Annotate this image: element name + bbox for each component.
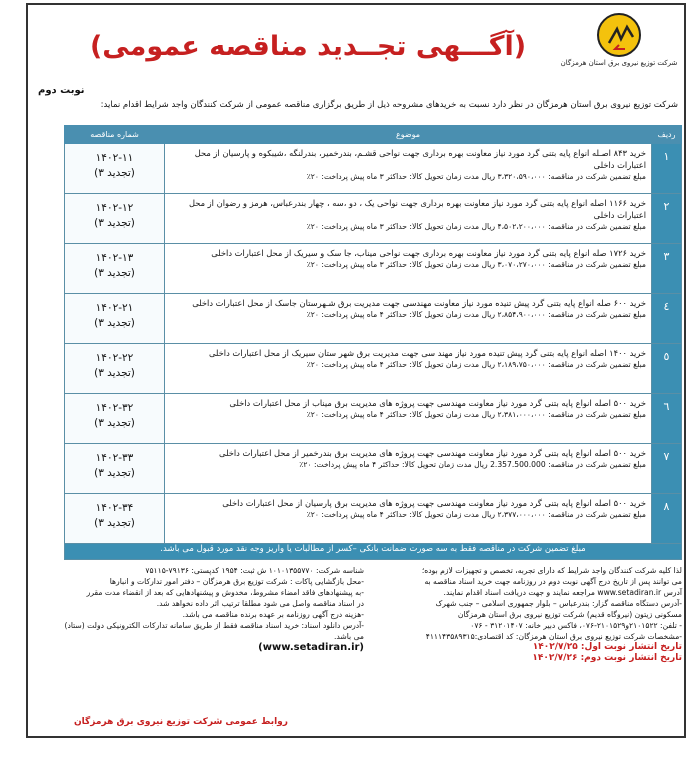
row-guarantee: مبلغ تضمین شرکت در مناقصه: ۲،۳۷۷،۰۰۰،۰۰۰ ریال مدت زمان تحویل کالا: حداکثر ۴ ماه پیش پرداخت: ۲۰٪: [306, 510, 646, 519]
detail-line: -محل بازگشایی پاکات : شرکت توزیع برق هرمزگان – دفتر امور تدارکات و انبارها: [109, 577, 364, 586]
row-guarantee: مبلغ تضمین شرکت در مناقصه: 2.357.500.000 ریال مدت زمان تحویل کالا: حداکثر ۴ ماه پیش پرداخت: ۲۰٪: [299, 460, 646, 469]
row-index: ٥: [652, 344, 682, 394]
detail-line: -آدرس دستگاه مناقصه گزار: بندرعباس – بلوار جمهوری اسلامی – جنب شهرک: [435, 599, 682, 608]
row-index: ٦: [652, 394, 682, 444]
detail-line: -به پیشنهادهای فاقد امضاء مشروط، مخدوش و پیشنهادهایی که بعد از انقضاء مدت مقرر: [86, 588, 364, 597]
tender-code: ۱۴۰۲-۱۱: [95, 152, 134, 164]
table-row: [65, 344, 682, 394]
row-tender-number: [65, 194, 165, 244]
row-description: [165, 244, 652, 294]
row-guarantee: مبلغ تضمین شرکت در مناقصه: ۲،۸۵۴،۹۰۰،۰۰۰ ریال مدت زمان تحویل کالا: حداکثر ۴ ماه پیش پرداخت: ۲۰٪: [306, 310, 646, 319]
row-index: ٣: [652, 244, 682, 294]
public-relations-signature: روابط عمومی شرکت توزیع نیروی برق هرمزگان: [74, 717, 288, 727]
detail-line: شناسه شرکت: ۱۰۱۰۱۳۵۵۷۷۰ ش ثبت: ۱۹۵۴ کدپستی: ۷۹۱۳۶-۷۵۱۱۵: [145, 566, 364, 575]
row-index: ٧: [652, 444, 682, 494]
detail-line: مسکونی زیتون (نیروگاه قدیم) شرکت توزیع نیروی برق استان هرمزگان: [457, 610, 682, 619]
row-tender-number: [65, 294, 165, 344]
row-index: ٢: [652, 194, 682, 244]
notice-intro: شرکت توزیع نیروی برق استان هرمزگان در نظر دارد نسبت به خریدهای مشروحه ذیل از طریق برگزاری مناقصه عمومی از شرکت کنندگان واجد شرایط اقدام نماید:: [100, 100, 678, 110]
row-guarantee: مبلغ تضمین شرکت در مناقصه: ۳،۰۷۰،۲۷۰،۰۰۰ ریال مدت زمان تحویل کالا: حداکثر ۳ ماه پیش پرداخت: ۲۰٪: [306, 260, 646, 269]
row-tender-number: [65, 244, 165, 294]
table-row: [65, 394, 682, 444]
table-row: [65, 144, 682, 194]
row-description: [165, 294, 652, 344]
row-description: [165, 344, 652, 394]
tender-notice: [26, 3, 686, 738]
tenders-table: [64, 125, 682, 560]
header-index: ردیف: [652, 126, 682, 144]
row-index: ٨: [652, 494, 682, 544]
tender-code: ۱۴۰۲-۲۱: [95, 302, 134, 314]
notice-title: (آگـــهی تجــدید مناقصه عمومی): [89, 31, 527, 62]
notice-details: [64, 565, 682, 727]
electricity-logo-icon: [597, 13, 641, 57]
tender-renewal: (تجدید ۳): [94, 417, 135, 429]
tender-code: ۱۴۰۲-۳۳: [95, 452, 134, 464]
tender-code: ۱۴۰۲-۲۲: [95, 352, 134, 364]
row-guarantee: مبلغ تضمین شرکت در مناقصه: ۴،۵۰۲،۲۰۰،۰۰۰ ریال مدت زمان تحویل کالا: حداکثر ۳ ماه پیش پرداخت: ۲۰٪: [306, 222, 646, 231]
tender-renewal: (تجدید ۳): [94, 467, 135, 479]
table-row: [65, 194, 682, 244]
row-subject: خرید ۵۰۰ اصله انواع پایه بتنی گرد مورد نیاز معاونت مهندسی جهت پروژه های مدیریت برق بندرخمیر از محل اعتبارات داخلی: [219, 448, 646, 458]
row-subject: خرید ۱۱۶۶ اصله انواع پایه بتنی گرد مورد نیاز معاونت بهره برداری جهت نواحی یک ، دو ،سه ، چهار بندرعباس، هرمز و رضوان از محل اعتبارات داخلی: [188, 198, 646, 220]
details-left-column: [64, 565, 364, 653]
row-tender-number: [65, 344, 165, 394]
detail-line: -مشخصات شرکت توزیع نیروی برق استان هرمزگان: کد اقتصادی:۴۱۱۱۴۳۵۸۹۳۱۵: [425, 632, 682, 641]
tender-renewal: (تجدید ۳): [94, 367, 135, 379]
row-tender-number: [65, 394, 165, 444]
row-description: [165, 194, 652, 244]
details-right-column: [370, 565, 682, 664]
row-description: [165, 494, 652, 544]
tender-code: ۱۴۰۲-۱۲: [95, 202, 134, 214]
guarantee-note: مبلغ تضمین شرکت در مناقصه فقط به سه صورت ضمانت بانکی –کسر از مطالبات یا واریز وجه نقد مورد قبول می باشد.: [65, 544, 682, 560]
notice-header: [28, 5, 684, 101]
table-row: [65, 444, 682, 494]
row-description: [165, 394, 652, 444]
publish-date-first: تاریخ انتشار نوبت اول: ۱۴۰۲/۷/۲۵: [532, 642, 682, 652]
tender-renewal: (تجدید ۳): [94, 217, 135, 229]
table-footer-row: [65, 544, 682, 560]
row-description: [165, 444, 652, 494]
row-index: ٤: [652, 294, 682, 344]
detail-line: در اسناد مناقصه واصل می شود مطلقا ترتیب اثر داده نخواهد شد.: [156, 599, 364, 608]
row-tender-number: [65, 444, 165, 494]
detail-line: -آدرس دانلود اسناد: خرید اسناد مناقصه فقط از طریق سامانه تدارکات الکترونیکی دولت (ستاد): [64, 621, 364, 630]
row-subject: خرید ۵۰۰ اصله انواع پایه بتنی گرد مورد نیاز معاونت مهندسی جهت پروژه های مدیریت برق پارسیان از محل اعتبارات داخلی: [222, 498, 646, 508]
row-subject: خرید ۱۷۲۶ صله انواع پایه بتنی گرد مورد نیاز معاونت بهره برداری جهت نواحی میناب، جا سک و سیریک از محل اعتبارات داخلی: [211, 248, 646, 258]
tender-renewal: (تجدید ۳): [94, 517, 135, 529]
row-tender-number: [65, 144, 165, 194]
round-label: نوبت دوم: [38, 85, 85, 96]
row-tender-number: [65, 494, 165, 544]
detail-line: می توانند پس از تاریخ درج آگهی نوبت دوم در روزنامه جهت خرید اسناد مناقصه به: [424, 577, 682, 586]
tender-code: ۱۴۰۲-۳۲: [95, 402, 134, 414]
detail-line: -هزینه درج آگهی روزنامه بر عهده برنده مناقصه می باشد.: [182, 610, 364, 619]
tender-renewal: (تجدید ۳): [94, 317, 135, 329]
company-logo-text: شرکت توزیع نیروی برق استان هرمزگان: [560, 59, 678, 67]
row-guarantee: مبلغ تضمین شرکت در مناقصه: ۳،۳۲۰،۵۹۰،۰۰۰ ریال مدت زمان تحویل کالا: حداکثر ۳ ماه پیش پرداخت: ۲۰٪: [306, 172, 646, 181]
row-subject: خرید ۱۴۰۰ اصله انواع پایه بتنی گرد پیش تنیده مورد نیاز مهند سی جهت مدیریت برق شهر ستان سیریک از محل اعتبارات داخلی: [208, 348, 646, 358]
tender-code: ۱۴۰۲-۱۳: [95, 252, 134, 264]
table-row: [65, 244, 682, 294]
detail-line: آدرس www.setadiran.ir مراجعه نمایند و جهت دریافت اسناد اقدام نمایند.: [443, 588, 682, 597]
row-description: [165, 144, 652, 194]
row-guarantee: مبلغ تضمین شرکت در مناقصه: ۲،۱۸۹،۷۵۰،۰۰۰ ریال مدت زمان تحویل کالا: حداکثر ۴ ماه پیش پرداخت: ۲۰٪: [306, 360, 646, 369]
detail-line: لذا کلیه شرکت کنندگان واجد شرایط که دارای تجربه، تخصص و تجهیزات لازم بوده؛: [421, 566, 682, 575]
detail-line: می باشد.: [333, 632, 364, 641]
row-index: ١: [652, 144, 682, 194]
website-link[interactable]: (www.setadiran.ir): [258, 642, 364, 653]
table-row: [65, 494, 682, 544]
header-number: شماره مناقصه: [65, 126, 165, 144]
tender-renewal: (تجدید ۳): [94, 167, 135, 179]
detail-line: - تلفن: ۲۱۰۱۵۲۲و۲۱۰۱۵۲۹-۰۷۶، فاکس دبیر خانه: ۳۱۲۰۱۴۰۷ - ۰۷۶: [470, 621, 682, 630]
row-subject: خرید ۵۰۰ اصله انواع پایه بتنی گرد مورد نیاز معاونت مهندسی جهت پروژه های مدیریت برق میناب از محل اعتبارات داخلی: [229, 398, 646, 408]
header-subject: موضوع: [165, 126, 652, 144]
row-subject: خرید ۶۰۰ صله انواع پایه بتنی گرد پیش تنیده مورد نیاز معاونت مهندسی جهت مدیریت برق شـهرستان جاسک از محل اعتبارات داخلی: [192, 298, 646, 308]
tender-code: ۱۴۰۲-۳۴: [95, 502, 134, 514]
publish-date-second: تاریخ انتشار نوبت دوم: ۱۴۰۲/۷/۲۶: [532, 653, 682, 663]
table-row: [65, 294, 682, 344]
tender-renewal: (تجدید ۳): [94, 267, 135, 279]
row-subject: خرید ۸۴۳ اصـله انواع پایه بتنی گرد مورد نیاز معاونت بهره برداری جهت نواحی قشـم، بندرخمیر، بندرلنگه ،شیبکوه و پارسیان از محل اعتبارات داخلی: [194, 148, 646, 170]
row-guarantee: مبلغ تضمین شرکت در مناقصه: ۲،۳۸۱،۰۰۰،۰۰۰ ریال مدت زمان تحویل کالا: حداکثر ۴ ماه پیش پرداخت: ۲۰٪: [306, 410, 646, 419]
company-logo: [560, 13, 678, 68]
